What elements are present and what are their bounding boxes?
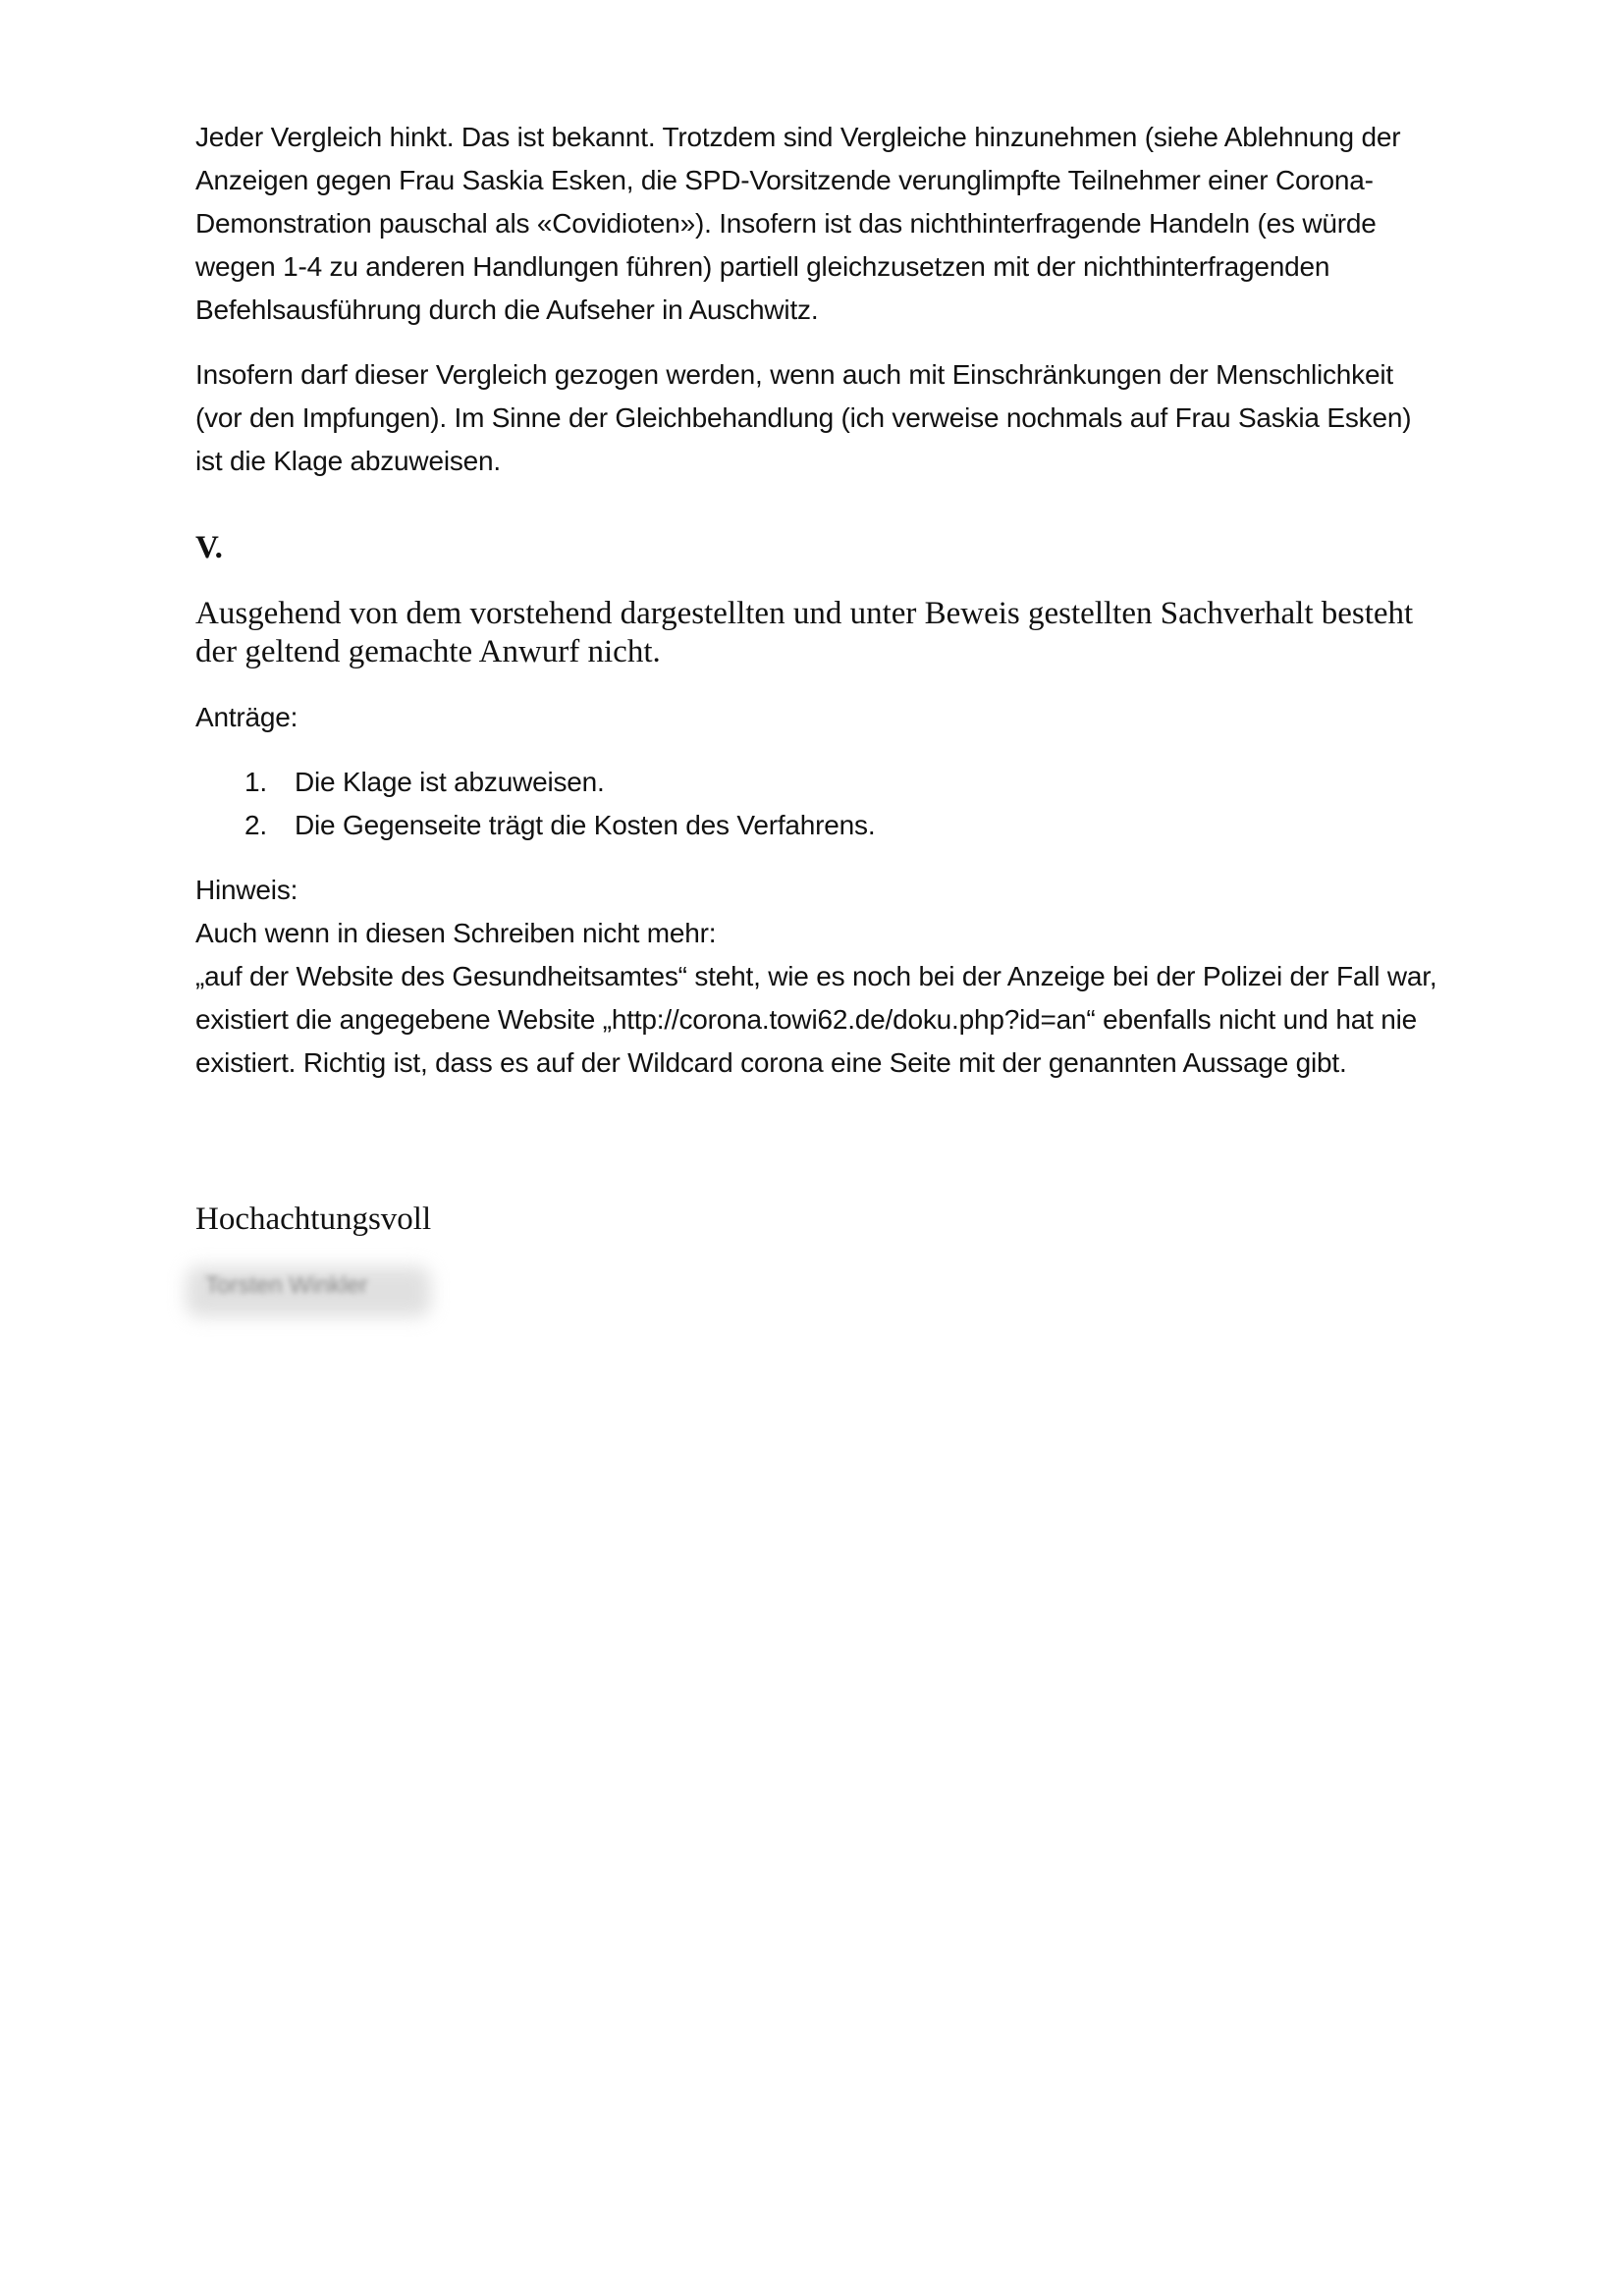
- document-body: [195, 116, 1442, 1317]
- list-item-number: 1.: [244, 767, 267, 797]
- paragraph-conclusion: Insofern darf dieser Vergleich gezogen werden, wenn auch mit Einschränkungen der Menschlichkeit (vor den Impfungen). Im Sinne der Gleichbehandlung (ich verweise nochmals auf Frau Saskia Esken) ist die Klage abzuweisen.: [195, 359, 1412, 476]
- section-v-text: Ausgehend von dem vorstehend dargestellten und unter Beweis gestellten Sachverhalt besteht der geltend gemachte Anwurf nicht.: [195, 596, 1414, 669]
- note-block: [195, 869, 1442, 1085]
- redacted-signature: [195, 1262, 431, 1317]
- list-item-text: Die Gegenseite trägt die Kosten des Verfahrens.: [295, 810, 876, 840]
- note-label: Hinweis:: [195, 875, 298, 905]
- note-intro: Auch wenn in diesen Schreiben nicht mehr:: [195, 918, 717, 948]
- list-item-text: Die Klage ist abzuweisen.: [295, 767, 605, 797]
- signature-name: Torsten Winkler: [205, 1272, 368, 1299]
- paragraph-comparison: Jeder Vergleich hinkt. Das ist bekannt. Trotzdem sind Vergleiche hinzunehmen (siehe Ablehnung der Anzeigen gegen Frau Saskia Esken, die SPD-Vorsitzende verunglimpfte Teilnehmer einer Corona-Demonstration pauschal als «Covidioten»). Insofern ist das nichthinterfragende Handeln (es würde wegen 1-4 zu anderen Handlungen führen) partiell gleichzusetzen mit der nichthinterfragenden Befehlsausführung durch die Aufseher in Auschwitz.: [195, 122, 1401, 325]
- motions-label: Anträge:: [195, 702, 298, 732]
- list-item: [195, 761, 1442, 804]
- closing-salutation: Hochachtungsvoll: [195, 1201, 432, 1237]
- section-heading: V.: [195, 530, 223, 565]
- list-item: [195, 804, 1442, 847]
- list-item-number: 2.: [244, 810, 267, 840]
- motions-list: [195, 761, 1442, 847]
- note-body: „auf der Website des Gesundheitsamtes“ steht, wie es noch bei der Anzeige bei der Polizei der Fall war, existiert die angegebene Website „http://corona.towi62.de/doku.php?id=an“ ebenfalls nicht und hat nie existiert. Richtig ist, dass es auf der Wildcard corona eine Seite mit der genannten Aussage gibt.: [195, 961, 1437, 1078]
